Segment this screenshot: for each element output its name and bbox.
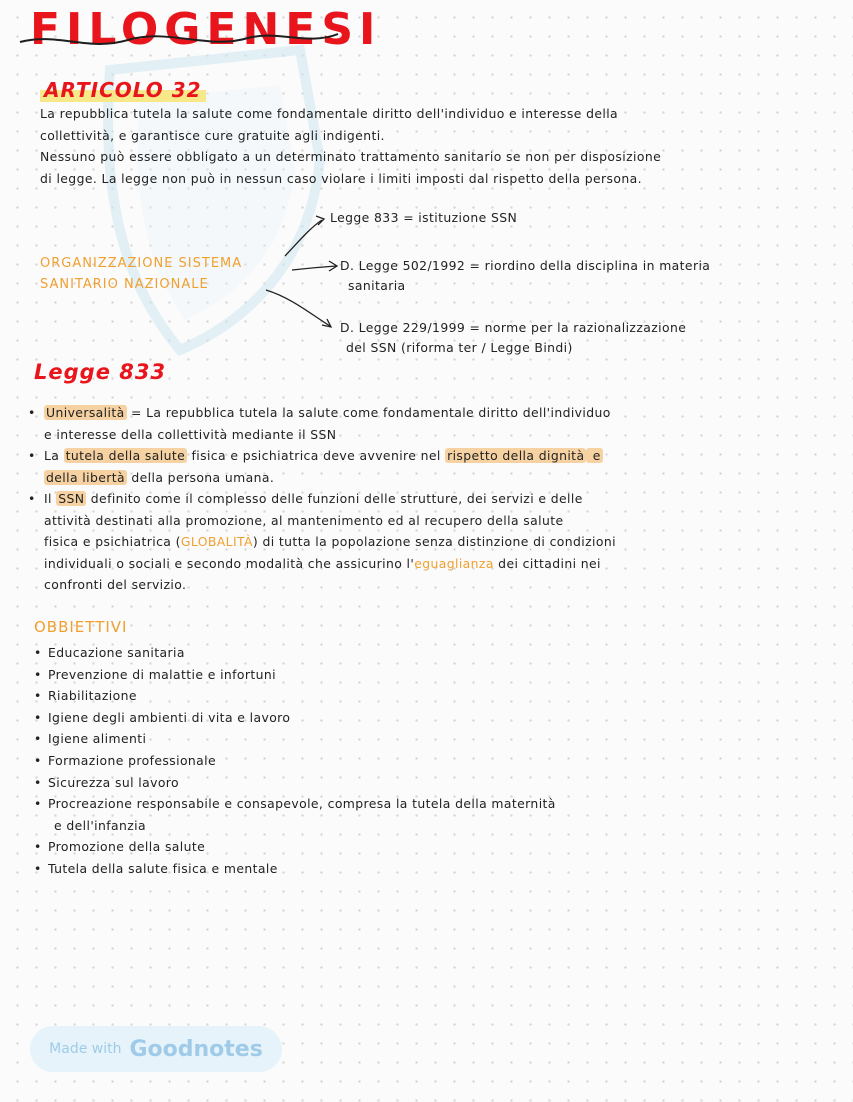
- articolo-line: collettività, e garantisce cure gratuite agli indigenti.: [40, 127, 385, 143]
- text-span: fisica e psichiatrica deve avvenire nel: [187, 448, 446, 463]
- branch-line: sanitaria: [348, 278, 406, 293]
- list-item: • Igiene alimenti: [32, 728, 556, 750]
- highlight-ssn: SSN: [58, 491, 85, 506]
- branch-line: del SSN (riforma ter / Legge Bindi): [346, 340, 573, 355]
- diagram-arrows: [0, 0, 853, 360]
- articolo-heading: ARTICOLO 32: [40, 78, 206, 102]
- branch-dlegge-229: [340, 318, 686, 358]
- articolo-line: La repubblica tutela la salute come fondamentale diritto dell'individuo e interesse della: [40, 106, 619, 121]
- text-span: della persona umana.: [127, 469, 275, 485]
- articolo-line: Nessuno può essere obbligato a un determinato trattamento sanitario se non per disposizione: [40, 149, 662, 164]
- text-span: definito come il complesso delle funzioni delle strutture, dei servizi e delle: [86, 491, 583, 506]
- highlight-e: e: [588, 448, 601, 463]
- text-span: individuali o sociali e secondo modalità che assicurino l': [44, 555, 415, 571]
- branch-legge-833: Legge 833 = istituzione SSN: [330, 210, 518, 225]
- branch-dlegge-502: [340, 256, 710, 296]
- list-item: • Prevenzione di malattie e infortuni: [32, 664, 556, 686]
- highlight-liberta: della libertà: [46, 469, 126, 485]
- text-span: fisica e psichiatrica (: [44, 534, 181, 549]
- arrow-branch1: [285, 220, 322, 256]
- list-item: • Formazione professionale: [32, 750, 556, 772]
- highlight-tutela: tutela della salute: [65, 448, 186, 463]
- text-span: e interesse della collettività mediante il SSN: [44, 426, 337, 442]
- text-span: Il: [44, 491, 57, 506]
- goodnotes-badge: [30, 1026, 282, 1072]
- text-span: Procreazione responsabile e consapevole, compresa la tutela della maternità: [48, 796, 556, 812]
- list-item: • Riabilitazione: [32, 685, 556, 707]
- legge-833-list: [28, 402, 828, 596]
- list-item: [28, 402, 828, 445]
- page-title: FILOGENESI: [30, 4, 382, 55]
- highlight-universalita: Universalità: [46, 405, 125, 420]
- list-item: • Educazione sanitaria: [32, 642, 556, 664]
- text-span: La: [44, 448, 64, 463]
- org-label-line: SANITARIO NAZIONALE: [40, 277, 209, 292]
- list-item: [28, 488, 828, 596]
- text-span: e dell'infanzia: [54, 817, 146, 833]
- text-span: ) di tutta la popolazione senza distinzione di condizioni: [252, 534, 616, 549]
- obbiettivi-list: [32, 642, 556, 880]
- text-eguaglianza: eguaglianza: [414, 555, 494, 571]
- branch-line: D. Legge 502/1992 = riordino della disciplina in materia: [340, 258, 711, 273]
- made-with-label: Made with: [49, 1041, 122, 1057]
- arrow-branch2: [292, 266, 336, 270]
- text-span: dei cittadini nei: [493, 555, 601, 571]
- list-item: [28, 445, 828, 488]
- list-item: • Igiene degli ambienti di vita e lavoro: [32, 707, 556, 729]
- text-span: attività destinati alla promozione, al mantenimento ed al recupero della salute: [44, 512, 564, 528]
- list-item: [32, 793, 556, 836]
- text-span: confronti del servizio.: [44, 577, 187, 592]
- legge-833-heading: Legge 833: [34, 360, 167, 384]
- goodnotes-logo: Goodnotes: [129, 1036, 263, 1062]
- branch-line: D. Legge 229/1999 = norme per la razionalizzazione: [340, 320, 687, 335]
- highlight-dignita: rispetto della dignità: [447, 448, 585, 463]
- text-globalita: GLOBALITÀ: [180, 534, 253, 549]
- list-item: • Sicurezza sul lavoro: [32, 772, 556, 794]
- obbiettivi-heading: OBBIETTIVI: [34, 618, 128, 636]
- list-item: • Tutela della salute fisica e mentale: [32, 858, 556, 880]
- list-item: • Promozione della salute: [32, 836, 556, 858]
- arrow-branch3: [266, 290, 330, 326]
- text-span: = La repubblica tutela la salute come fondamentale diritto dell'individuo: [126, 405, 611, 420]
- articolo-line: di legge. La legge non può in nessun caso violare i limiti imposti dal rispetto della persona.: [40, 170, 642, 186]
- org-label-line: ORGANIZZAZIONE SISTEMA: [40, 256, 243, 271]
